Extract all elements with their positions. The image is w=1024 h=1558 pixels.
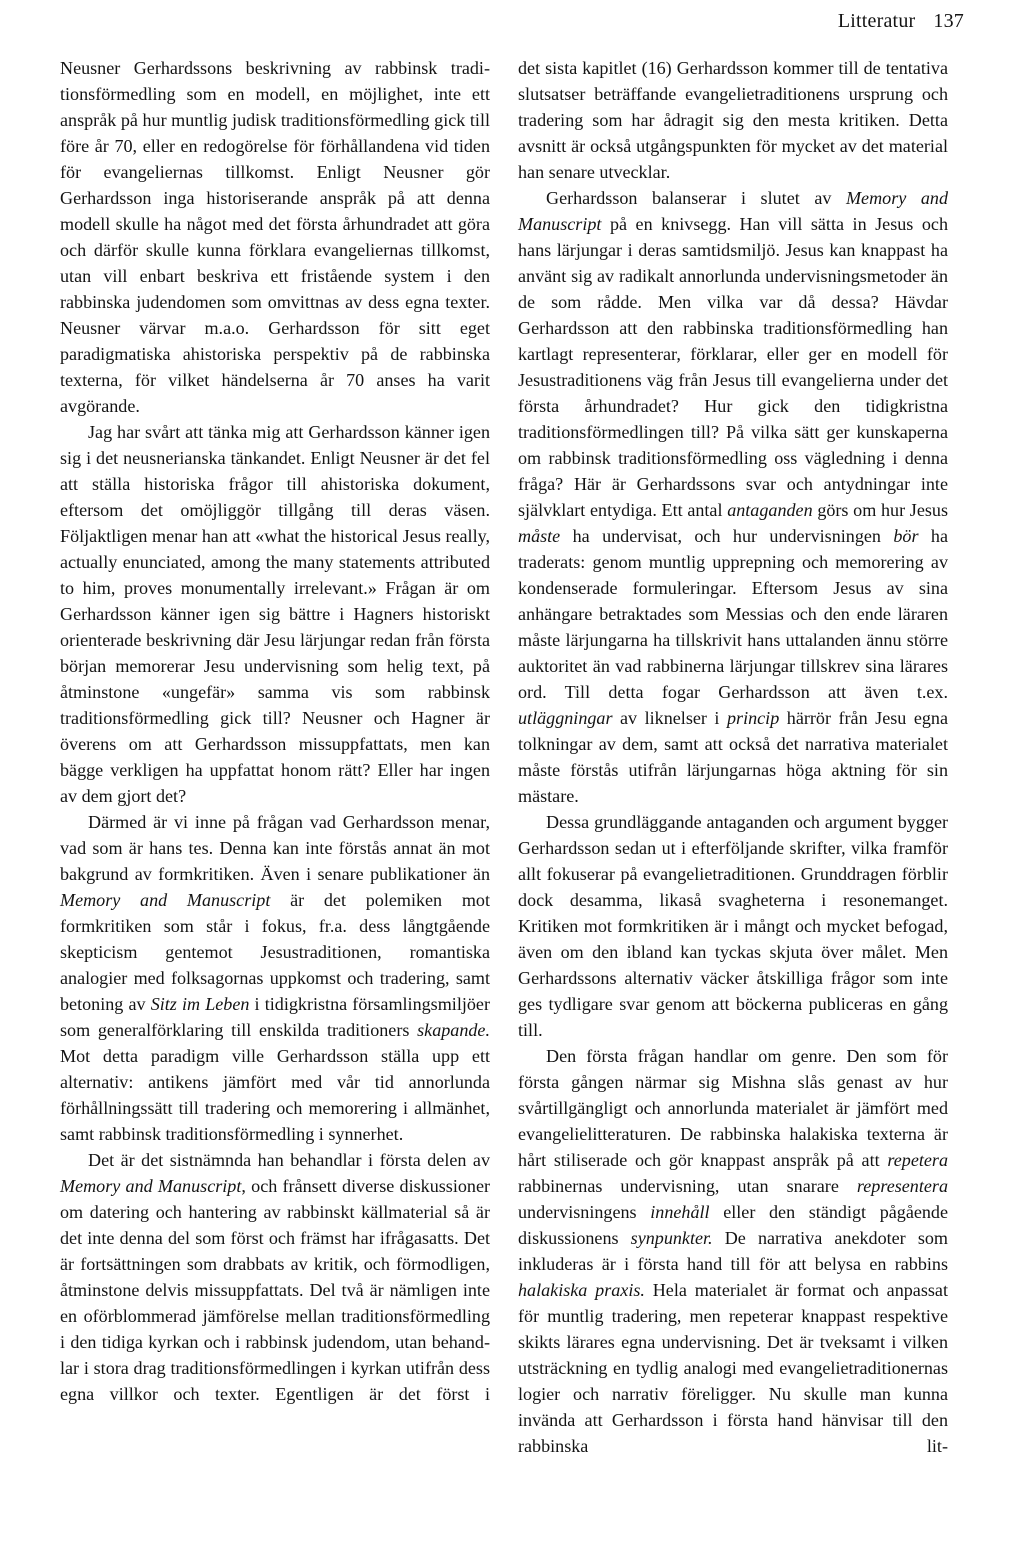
paragraph-text: Gerhardsson balanserar i slutet av: [546, 188, 846, 208]
italic-text: innehåll: [650, 1202, 710, 1222]
paragraph: [518, 1043, 948, 1459]
italic-text: Memory and Manuscript: [518, 188, 948, 234]
paragraph-text: undervisningens: [518, 1202, 651, 1222]
paragraph-text: ha traderats: genom muntlig upprepning och memorering av kondenserade formuleringar. Eftersom Jesus av sina anhängare betraktades som Messias och den ende läraren måste lärjungarna ha tillskrivit hans uttalanden ännu större auktoritet än vad rabbinerna lärjungar tillskrev sina lärares ord. Till detta fogar Gerhardsson att även t.ex.: [518, 526, 948, 702]
paragraph-text: Den första frågan handlar om genre. Den som för första gången närmar sig Mishna slås genast av hur svårtillgängligt och annorlunda materialet är jämfört med evangelielitteraturen. De rabbinska halakiska texterna är hårt stiliserade och gör knappast anspråk på att: [518, 1046, 948, 1170]
running-head: [838, 8, 964, 34]
italic-text: princip: [726, 708, 780, 728]
paragraph-text: Mot detta paradigm ville Gerhardsson ställa upp ett alternativ: antikens jämfört med vår tid annorlunda förhållningssätt till tradering och memorering i allmänhet, samt rabbinsk traditionsförmedling i synnerhet.: [60, 1046, 490, 1144]
paragraph-text: Neusner Gerhardssons beskrivning av rabbinsk traditionsförmedling som en modell, en möjlighet, inte ett anspråk på hur muntlig judisk traditionsförmedling gick till före år 70, eller en redogörelse för förhållandena vid tiden för evangeliernas tillkomst. Enligt Neusner gör Gerhardsson inga historiserande anspråk på att denna modell skulle ha något med det första århundradet att göra och därför skulle kunna förklara evangeliernas tillkomst, utan vill enbart beskriva ett fristående system i den rabbinska judendomen som omvittnas av dess egna texter. Neusner värvar m.a.o. Gerhardsson för sitt eget paradigmatiska ahistoriska perspektiv på de rabbinska texterna, för vilket händelserna år 70 anses ha varit avgörande.: [60, 58, 490, 416]
paragraph-text: , och frånsett diverse diskussioner om datering och hantering av rabbinskt källmaterial så är det inte denna del som först och främst har ifrågasatts. Det är fortsättningen som drabbats av kritik, och förmodligen, åtminstone delvis missuppfattats. Del två är nämligen inte en oförblommerad jämförelse mellan traditionsförmedling i den tidiga kyrkan och i rabbinsk judendom, utan behandlar i stora drag traditionsförmedlingen i kyrkan utifrån dess egna villkor och texter. Egentligen är det först i: [60, 1176, 491, 1404]
right-text-column: [518, 55, 948, 1459]
italic-text: Memory and Manuscript: [60, 890, 271, 910]
italic-text: halakiska praxis.: [518, 1280, 645, 1300]
paragraph-text: Jag har svårt att tänka mig att Gerhardsson känner igen sig i det neusnerianska tänkandet. Enligt Neusner är det fel att ställa historiska frågor till ahistoriska dokument, eftersom det omöjliggör tillgång till deras väsen. Följaktligen menar han att «what the historical Jesus really, actually enunciated, among the many statements attributed to him, proves monumentally irrelevant.» Frågan är om Gerhardsson känner igen sig bättre i Hagners historiskt orienterade beskrivning där Jesu lärjungar redan från första början memorerar Jesu undervisning som helig text, på åtminstone «ungefär» samma vis som rabbinsk traditionsförmedling gick till? Neusner och Hagner är överens om att Gerhardsson missuppfattats, men kan bägge verkligen ha uppfattat honom rätt? Eller har ingen av dem gjort det?: [60, 422, 490, 806]
paragraph: [60, 809, 490, 1147]
paragraph-text: Därmed är vi inne på frågan vad Gerhardsson menar, vad som är hans tes. Denna kan inte förstås annat än mot bakgrund av formkritiken. Även i senare publikationer än: [60, 812, 490, 884]
paragraph-text: i tidigkristna församlingsmiljöer som generalförklaring till enskilda traditioners: [60, 994, 490, 1040]
paragraph-text: på en knivsegg. Han vill sätta in Jesus och hans lärjungar i deras samtidsmiljö. Jesus kan knappast ha använt sig av radikalt annorlunda undervisningsmetoder än de som rådde. Men vilka var då dessa? Hävdar Gerhardsson att den rabbinska traditionsförmedling han kartlagt representerar, förklarar, eller ger en modell för Jesustraditionens väg från Jesus till evangelierna under det första århundradet? Hur gick den tidigkristna traditionsförmedlingen till? På vilka sätt ger kunskaperna om rabbinsk traditionsförmedling oss vägledning i denna fråga? Här är Gerhardssons svar och antydningar inte självklart entydiga. Ett antal: [518, 214, 948, 520]
paragraph-text: det sista kapitlet (16) Gerhardsson kommer till de tentativa slutsatser beträffande evangelietraditionens ursprung och tradering som har ådragit sig den mesta kritiken. Detta avsnitt är också utgångspunkten för mycket av det material han senare utvecklar.: [518, 58, 948, 182]
paragraph-text: rabbinernas undervisning, utan snarare: [518, 1176, 857, 1196]
italic-text: repetera: [887, 1150, 948, 1170]
italic-text: representera: [856, 1176, 948, 1196]
italic-text: skapande.: [417, 1020, 490, 1040]
paragraph: [60, 55, 490, 419]
paragraph-text: ha undervisat, och hur undervisningen: [560, 526, 894, 546]
paragraph-text: Det är det sistnämnda han behandlar i första delen av: [88, 1150, 490, 1170]
italic-text: Sitz im Leben: [150, 994, 250, 1014]
italic-text: utläggningar: [518, 708, 613, 728]
italic-text: måste: [518, 526, 561, 546]
paragraph-text: är det polemiken mot formkritiken som står i fokus, fr.a. dess långtgående skepticism gentemot Jesustraditionen, romantiska analogier med folksagornas uppkomst och tradering, samt betoning av: [60, 890, 490, 1014]
left-text-column: [60, 55, 490, 1407]
paragraph: [60, 419, 490, 809]
italic-text: synpunkter.: [630, 1228, 713, 1248]
running-head-title: Litteratur: [837, 10, 916, 32]
paragraph-text: härrör från Jesu egna tolkningar av dem, samt att också det narrativa materialet måste förstås utifrån lärjungarnas höga aktning för sin mästare.: [518, 708, 948, 806]
paragraph-text: av liknelser i: [612, 708, 727, 728]
italic-text: antaganden: [727, 500, 813, 520]
paragraph-text: görs om hur Jesus: [812, 500, 948, 520]
paragraph: [60, 1147, 490, 1407]
paragraph-text: Hela materialet är format och anpassat för muntlig tradering, men repeterar knappast respektive skikts lärares egna undervisning. Det är tveksamt i vilken utsträckning en tydlig analogi med evangelietraditionernas logier och narrativ föreligger. Nu skulle man kunna invända att Gerhardsson i första hand hänvisar till den rabbinska lit-: [518, 1280, 948, 1456]
page-number: 137: [933, 10, 964, 32]
italic-text: Memory and Manuscript: [60, 1176, 242, 1196]
paragraph: [518, 809, 948, 1043]
paragraph-text: Dessa grundläggande antaganden och argument bygger Gerhardsson sedan ut i efterföljande skrifter, vilka framför allt fokuserar på evangelietraditionen. Grunddragen förblir dock desamma, likaså svagheterna i resonemanget. Kritiken mot formkritiken är i mångt och mycket befogad, även om den ibland kan tyckas skjuta över målet. Men Gerhardssons alternativ väcker åtskilliga frågor som inte ges tydligare svar genom att böckerna publiceras en gång till.: [518, 812, 948, 1040]
paragraph: [518, 55, 948, 185]
paragraph: [518, 185, 948, 809]
paragraph-text: De narrativa anekdoter som inkluderas är i första hand till för att belysa en rabbins: [518, 1228, 948, 1274]
italic-text: bör: [893, 526, 919, 546]
paragraph-text: eller den ständigt pågående diskussionens: [518, 1202, 949, 1248]
